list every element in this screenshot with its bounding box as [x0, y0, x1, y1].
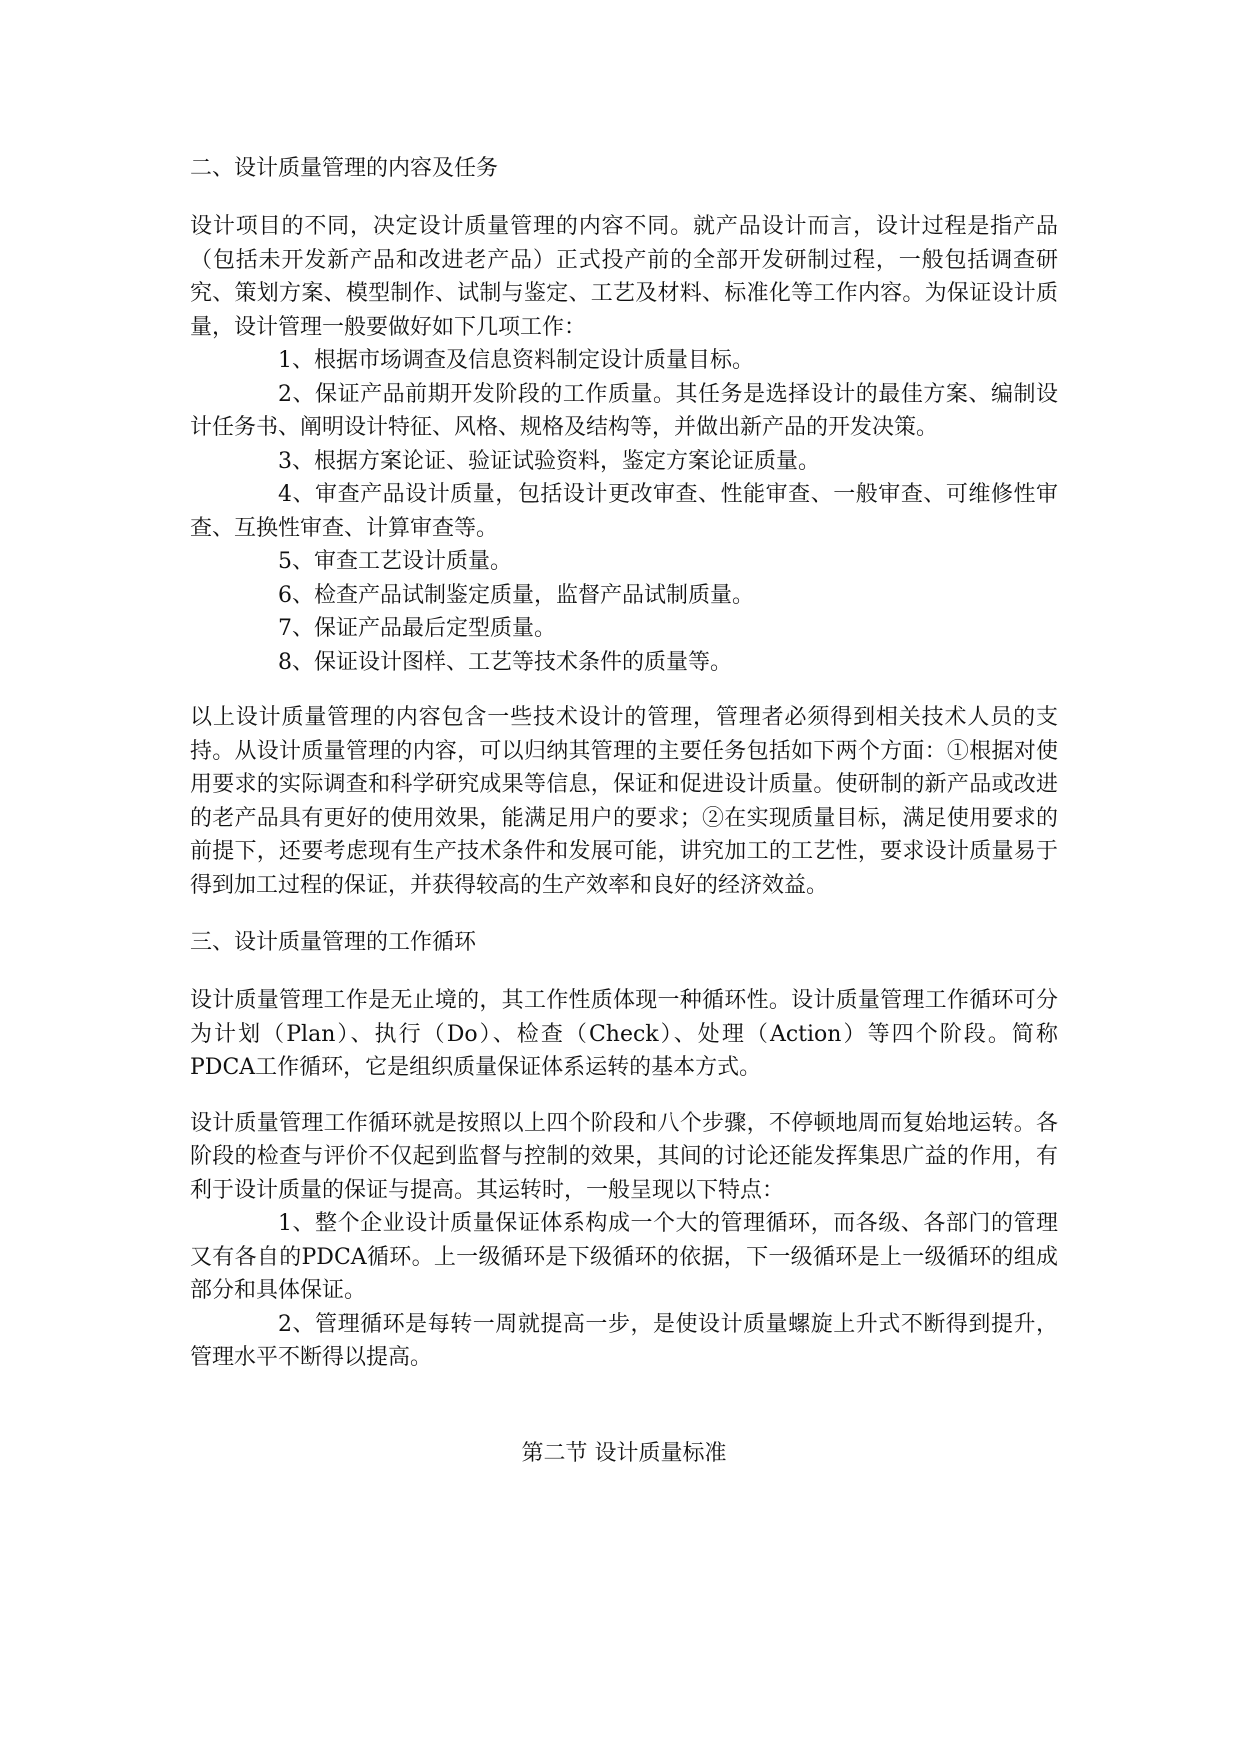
section-heading-2: 二、设计质量管理的内容及任务	[190, 156, 499, 181]
section2-intro-paragraph: 设计项目的不同，决定设计质量管理的内容不同。就产品设计而言，设计过程是指产品（包括未开发新产品和改进老产品）正式投产前的全部开发研制过程，一般包括调查研究、策划方案、模型制作、试制与鉴定、工艺及材料、标准化等工作内容。为保证设计质量，设计管理一般要做好如下几项工作：	[190, 214, 1058, 340]
section3-paragraph-2: 设计质量管理工作循环就是按照以上四个阶段和八个步骤，不停顿地周而复始地运转。各阶段的检查与评价不仅起到监督与控制的效果，其间的讨论还能发挥集思广益的作用，有利于设计质量的保证与提高。其运转时，一般呈现以下特点：	[190, 1110, 1058, 1203]
spacer	[190, 962, 1058, 984]
list-item: 2、保证产品前期开发阶段的工作质量。其任务是选择设计的最佳方案、编制设计任务书、阐明设计特征、风格、规格及结构等，并做出新产品的开发决策。	[190, 381, 1058, 440]
list-item: 7、保证产品最后定型质量。	[278, 616, 556, 641]
section-heading-3: 三、设计质量管理的工作循环	[190, 930, 477, 955]
list-item: 5、审查工艺设计质量。	[278, 549, 512, 574]
list-item: 1、根据市场调查及信息资料制定设计质量目标。	[278, 348, 754, 373]
list-item: 4、审查产品设计质量，包括设计更改审查、性能审查、一般审查、可维修性审查、互换性审查、计算审查等。	[190, 482, 1058, 541]
spacer	[190, 902, 1058, 924]
spacer	[190, 679, 1058, 701]
list-item: 1、整个企业设计质量保证体系构成一个大的管理循环，而各级、各部门的管理又有各自的PDCA循环。上一级循环是下级循环的依据，下一级循环是上一级循环的组成部分和具体保证。	[190, 1211, 1058, 1303]
spacer	[190, 1375, 1058, 1405]
spacer	[190, 1085, 1058, 1107]
list-item: 8、保证设计图样、工艺等技术条件的质量等。	[278, 649, 732, 675]
section2-summary-paragraph: 以上设计质量管理的内容包含一些技术设计的管理，管理者必须得到相关技术人员的支持。从设计质量管理的内容，可以归纳其管理的主要任务包括如下两个方面：①根据对使用要求的实际调查和科学研究成果等信息，保证和促进设计质量。使研制的新产品或改进的老产品具有更好的使用效果，能满足用户的要求；②在实现质量目标，满足使用要求的前提下，还要考虑现有生产技术条件和发展可能，讲究加工的工艺性，要求设计质量易于得到加工过程的保证，并获得较高的生产效率和良好的经济效益。	[190, 705, 1058, 898]
document-page	[190, 150, 1058, 1473]
list-item: 2、管理循环是每转一周就提高一步，是使设计质量螺旋上升式不断得到提升，管理水平不断得以提高。	[190, 1311, 1058, 1370]
spacer	[190, 1405, 1058, 1435]
section3-paragraph-1: 设计质量管理工作是无止境的，其工作性质体现一种循环性。设计质量管理工作循环可分为计划（Plan）、执行（Do）、检查（Check）、处理（Action）等四个阶段。简称PDCA工作循环，它是组织质量保证体系运转的基本方式。	[190, 988, 1058, 1080]
chapter-section-title: 第二节 设计质量标准	[521, 1440, 727, 1466]
spacer	[190, 188, 1058, 210]
list-item: 3、根据方案论证、验证试验资料，鉴定方案论证质量。	[278, 448, 820, 474]
list-item: 6、检查产品试制鉴定质量，监督产品试制质量。	[278, 582, 754, 608]
